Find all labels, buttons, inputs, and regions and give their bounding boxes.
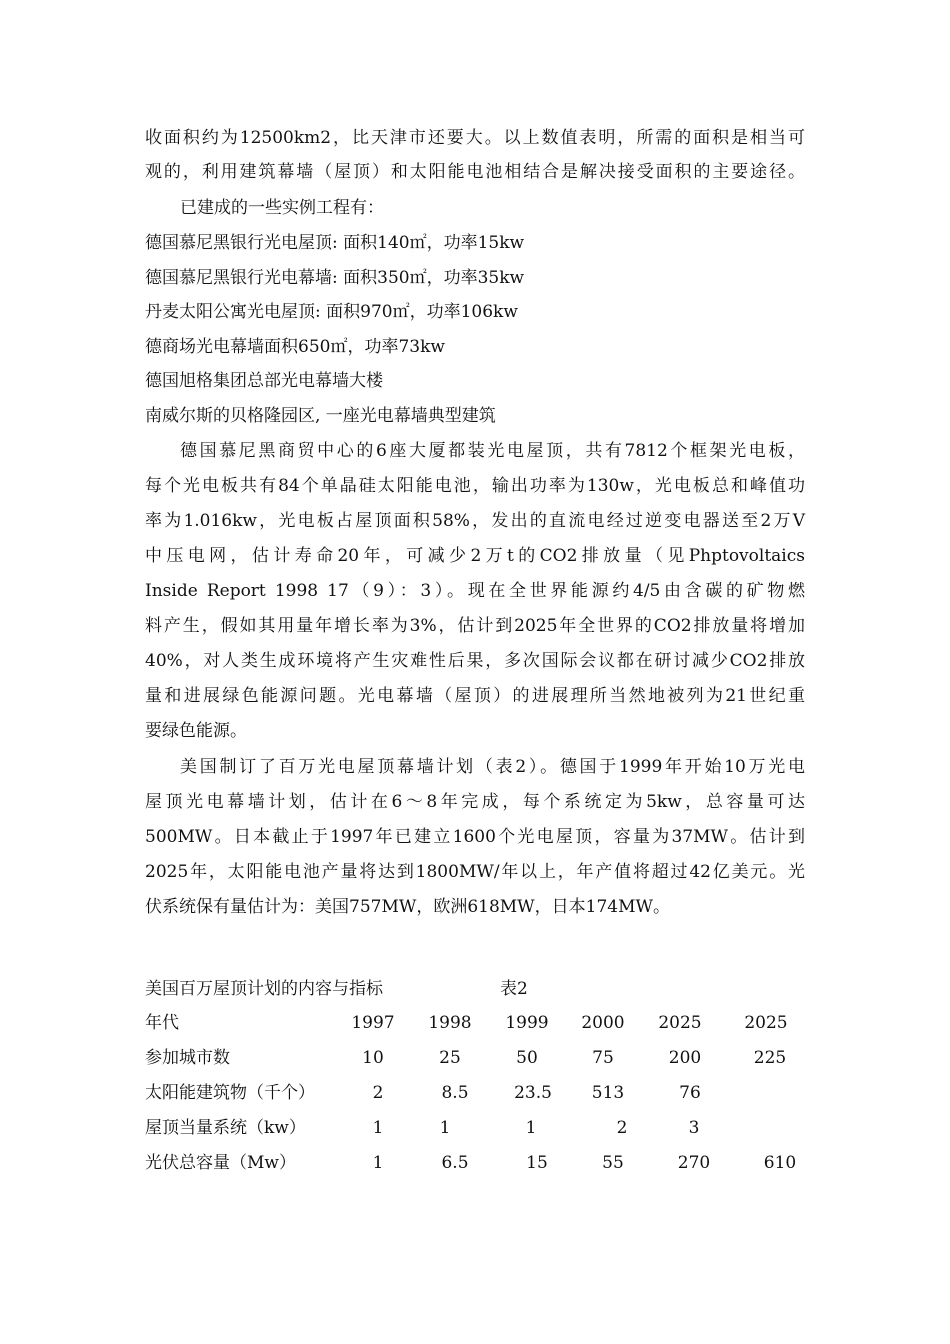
table-cell-clipped: 225 xyxy=(753,1048,787,1068)
table-header-year: 2000 xyxy=(581,1013,625,1033)
table-header-year: 1997 xyxy=(351,1013,395,1033)
table-cell: 23.5 xyxy=(514,1083,552,1103)
table-cell: 200 xyxy=(668,1048,702,1068)
table-cell: 3 xyxy=(688,1118,700,1138)
table-number: 表2 xyxy=(500,979,528,999)
examples-intro: 已建成的一些实例工程有： xyxy=(180,198,384,218)
table-cell: 55 xyxy=(602,1153,624,1173)
table-cell: 2 xyxy=(372,1083,384,1103)
table-header-year: 1998 xyxy=(428,1013,472,1033)
example-item: 德国旭格集团总部光电幕墙大楼 xyxy=(145,371,383,391)
example-item: 德国慕尼黑银行光电幕墙: 面积350㎡，功率35kw xyxy=(145,268,525,288)
table-header-year: 1999 xyxy=(505,1013,549,1033)
table-cell: 25 xyxy=(439,1048,461,1068)
example-item: 丹麦太阳公寓光电屋顶: 面积970㎡，功率106kw xyxy=(145,302,518,322)
paragraph-2-line-1: 德国慕尼黑商贸中心的6座大厦都装光电屋顶，共有7812个框架光电板， xyxy=(180,441,805,461)
paragraph-2-line-7: 40%，对人类生成环境将产生灾难性后果，多次国际会议都在研讨减少CO2排放 xyxy=(145,651,805,671)
paragraph-2-line-9: 要绿色能源。 xyxy=(145,721,247,741)
table-row-label: 屋顶当量系统（kw） xyxy=(145,1118,306,1138)
table-cell: 50 xyxy=(516,1048,538,1068)
paragraph-3-line-1: 美国制订了百万光电屋顶幕墙计划（表2）。德国于1999年开始10万光电 xyxy=(180,757,805,777)
paragraph-3-line-3: 500MW。日本截止于1997年已建立1600个光电屋顶，容量为37MW。估计到 xyxy=(145,827,805,847)
table-cell: 2 xyxy=(616,1118,628,1138)
table-header-label: 年代 xyxy=(145,1013,179,1033)
paragraph-2-line-5: Inside Report 1998 17（9）：3）。现在全世界能源约4/5由含碳的矿物燃 xyxy=(145,581,805,601)
paragraph-3-line-5: 伏系统保有量估计为：美国757MW，欧洲618MW，日本174MW。 xyxy=(145,897,670,917)
table-header-year: 2025 xyxy=(658,1013,702,1033)
table-cell: 10 xyxy=(362,1048,384,1068)
table-row-label: 参加城市数 xyxy=(145,1048,230,1068)
table-cell: 6.5 xyxy=(441,1153,469,1173)
table-cell: 610 xyxy=(763,1153,797,1173)
paragraph-2-line-6: 料产生，假如其用量年增长率为3%，估计到2025年全世界的CO2排放量将增加 xyxy=(145,616,805,636)
paragraph-3-line-4: 2025年，太阳能电池产量将达到1800MW/年以上，年产值将超过42亿美元。光 xyxy=(145,862,805,882)
paragraph-2-line-3: 率为1.016kw，光电板占屋顶面积58%，发出的直流电经过逆变电器送至2万V xyxy=(145,511,805,531)
paragraph-3-line-2: 屋顶光电幕墙计划，估计在6～8年完成，每个系统定为5kw，总容量可达 xyxy=(145,792,805,812)
table-header-year: 2025 xyxy=(744,1013,788,1033)
paragraph-2-line-4: 中压电网，估计寿命20年，可减少2万t的CO2排放量（见Phptovoltaics xyxy=(145,546,805,566)
table-cell: 513 xyxy=(591,1083,625,1103)
paragraph-2-line-2: 每个光电板共有84个单晶硅太阳能电池，输出功率为130w，光电板总和峰值功 xyxy=(145,476,805,496)
table-cell: 76 xyxy=(679,1083,701,1103)
example-item: 南威尔斯的贝格隆园区, 一座光电幕墙典型建筑 xyxy=(145,406,496,426)
table-cell: 270 xyxy=(677,1153,711,1173)
paragraph-1-line-2: 观的，利用建筑幕墙（屋顶）和太阳能电池相结合是解决接受面积的主要途径。 xyxy=(145,162,805,182)
table-cell: 1 xyxy=(439,1118,451,1138)
example-item: 德商场光电幕墙面积650㎡，功率73kw xyxy=(145,337,445,357)
table-cell: 15 xyxy=(526,1153,548,1173)
table-caption: 美国百万屋顶计划的内容与指标 xyxy=(145,979,383,999)
table-cell: 1 xyxy=(525,1118,537,1138)
table-row-label: 太阳能建筑物（千个） xyxy=(145,1083,315,1103)
paragraph-2-line-8: 量和进展绿色能源问题。光电幕墙（屋顶）的进展理所当然地被列为21世纪重 xyxy=(145,686,805,706)
paragraph-1-line-1: 收面积约为12500km2，比天津市还要大。以上数值表明，所需的面积是相当可 xyxy=(145,128,805,148)
table-cell: 1 xyxy=(372,1118,384,1138)
table-cell: 8.5 xyxy=(441,1083,469,1103)
table-cell: 75 xyxy=(592,1048,614,1068)
example-item: 德国慕尼黑银行光电屋顶: 面积140㎡，功率15kw xyxy=(145,233,525,253)
table-cell: 1 xyxy=(372,1153,384,1173)
table-row-label: 光伏总容量（Mw） xyxy=(145,1153,296,1173)
